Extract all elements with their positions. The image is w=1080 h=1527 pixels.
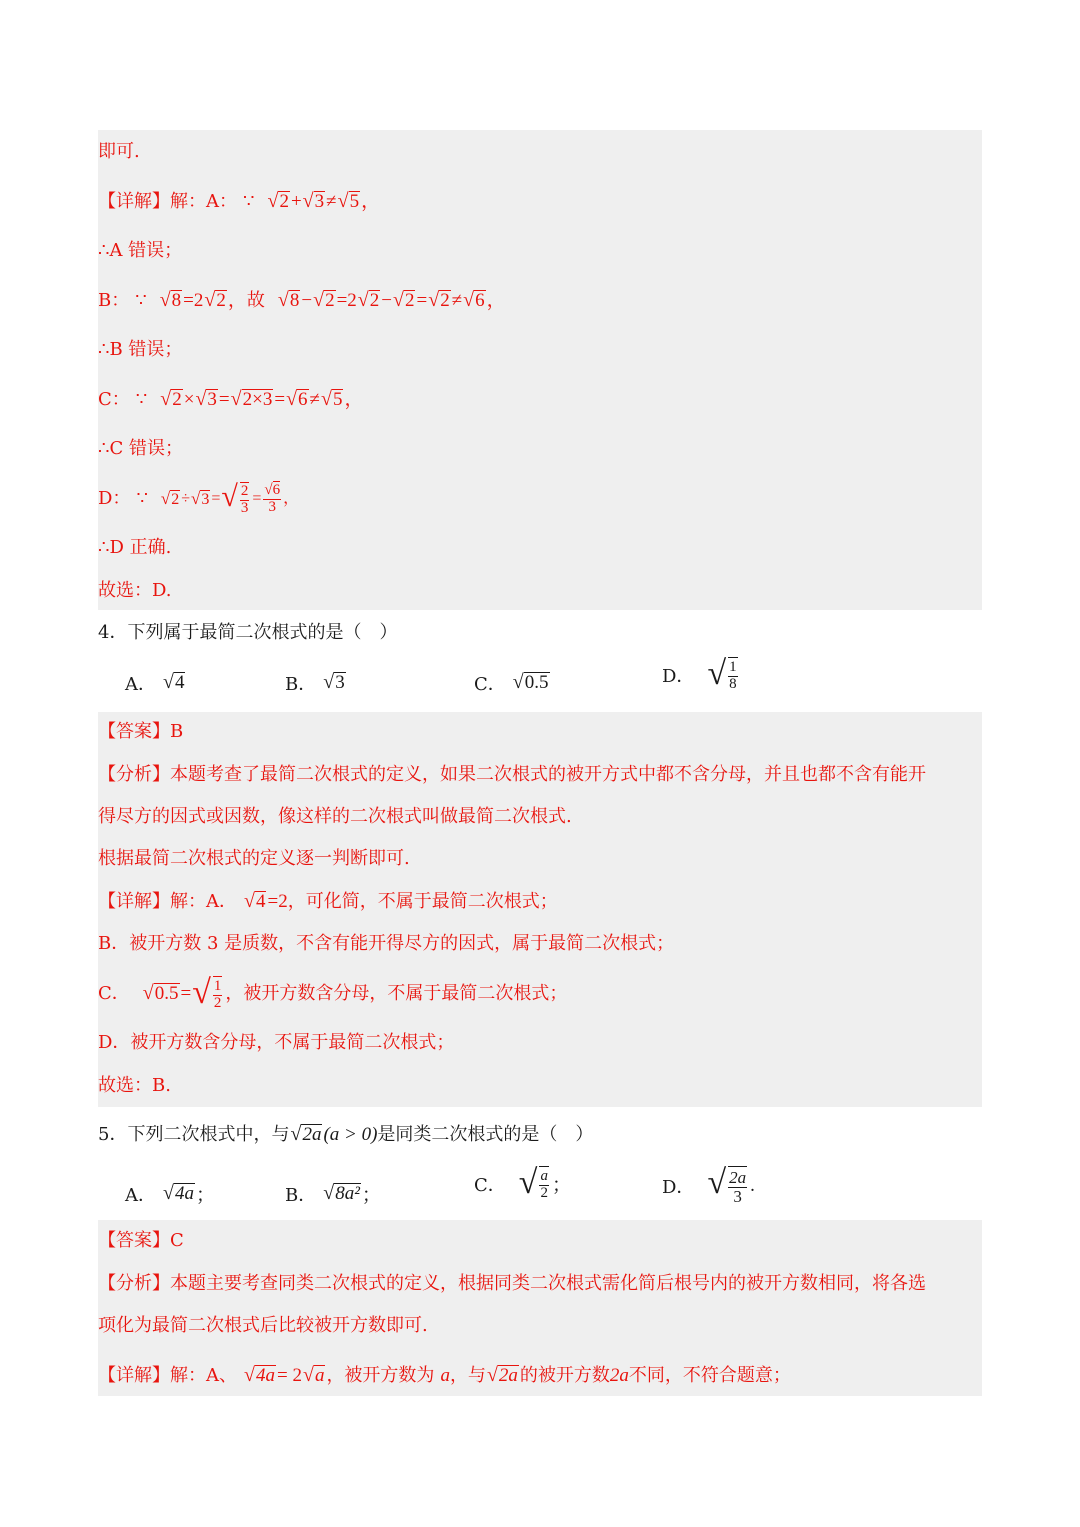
conclusion-b <box>98 338 182 362</box>
q4-detail-1: 【详解】 解：A． √ 4 =2 ，可化简，不属于最简二次根式； <box>98 890 558 913</box>
answer-tag: 【答案】 <box>98 1230 170 1251</box>
conclusion-d <box>98 536 171 560</box>
conclusion-c <box>98 437 183 461</box>
detail-d-line <box>98 480 299 518</box>
detail-intro: 解：A： <box>170 191 237 212</box>
option-label: A． <box>125 1184 156 1206</box>
analysis-text: 项化为最简二次根式后比较被开方数即可. <box>98 1315 428 1336</box>
detail-text: 不同，不符合题意； <box>628 1365 791 1386</box>
option-label: D． <box>662 665 695 687</box>
detail-tag: 【详解】 <box>98 891 170 912</box>
tail-text: 即可. <box>98 141 140 162</box>
choose-line <box>98 579 172 603</box>
analysis-text: 本题考查了最简二次根式的定义，如果二次根式的被开方式中都不含分母，并且也都不含有能开 <box>170 764 926 785</box>
option-label: B． <box>285 1184 317 1206</box>
option-label: D． <box>662 1176 695 1198</box>
q5-option-b: B． √ 8a² ； <box>285 1181 381 1206</box>
answer-value: C <box>170 1230 184 1251</box>
therefore-symbol: ∴ <box>98 438 110 459</box>
conclusion-text: D 正确. <box>109 537 172 558</box>
detail-b-line <box>98 289 506 313</box>
gu-word: 故 <box>246 290 265 311</box>
formula-c: √ 2 × √ 3 = √ 2×3 = √ 6 ≠ √ 5 ， <box>160 388 364 411</box>
therefore-symbol: ∴ <box>98 240 110 261</box>
analysis-text: 根据最简二次根式的定义逐一判断即可. <box>98 848 410 869</box>
therefore-symbol: ∴ <box>98 537 110 558</box>
q4-option-b: B． √ 3 <box>285 671 345 695</box>
formula-a: √ 2 + √ 3 ≠ √ 5 ， <box>267 190 381 213</box>
q5-detail-1: 【详解】 解：A、 √ 4a = 2 √ a ，被开方数为 a ，与 √ 2a 的被开方数 2a 不同，不符合题意； <box>98 1364 791 1387</box>
option-label: A． <box>125 674 156 695</box>
q4-answer <box>98 720 183 744</box>
because-symbol: ∵ <box>135 290 147 311</box>
option-lead: D： <box>98 488 131 509</box>
detail-text: B．被开方数 3 是质数，不含有能开得尽方的因式，属于最简二次根式； <box>98 933 675 954</box>
option-lead: C： <box>98 389 130 410</box>
q5-option-d: D． √ $\frac{2a}{3}$ . <box>662 1164 755 1206</box>
q4-analysis-2 <box>98 805 572 829</box>
q5-option-a: A． √ 4a ； <box>125 1181 215 1206</box>
stem-text: 5．下列二次根式中，与 <box>98 1124 290 1145</box>
q4-detail-4 <box>98 1031 454 1055</box>
q4-detail-2 <box>98 932 674 956</box>
detail-tag: 【详解】 <box>98 191 170 212</box>
stem-text: 是同类二次根式的是（ ） <box>377 1124 594 1145</box>
formula-d: √ 2 ÷ √ 3 = √ $\frac{2}{3}$ = $\frac{√6}{3}$ ， <box>160 479 300 516</box>
q5-stem: 5．下列二次根式中，与 √ 2a (a > 0) 是同类二次根式的是（ ） <box>98 1123 594 1146</box>
detail-text: 的被开方数 <box>519 1365 610 1386</box>
q4-analysis-3 <box>98 847 410 871</box>
because-symbol: ∵ <box>135 389 148 410</box>
detail-text: ，被开方数含分母，不属于最简二次根式； <box>225 983 568 1004</box>
because-symbol: ∵ <box>136 488 148 509</box>
q5-option-c: C． √ $\frac{a}{2}$ ； <box>474 1164 571 1201</box>
answer-value: B <box>170 721 184 742</box>
q4-option-a: A． √ 4 <box>125 671 185 695</box>
detail-lead: 解：A． <box>170 891 237 912</box>
option-lead: B： <box>98 290 130 311</box>
therefore-symbol: ∴ <box>98 339 110 360</box>
solution-tail <box>98 140 140 164</box>
analysis-text: 本题主要考查同类二次根式的定义，根据同类二次根式需化简后根号内的被开方数相同，将各选 <box>170 1273 926 1294</box>
detail-a-line <box>98 190 380 214</box>
choose-text: 故选：B. <box>98 1075 171 1096</box>
analysis-text: 得尽方的因式或因数，像这样的二次根式叫做最简二次根式. <box>98 806 572 827</box>
conclusion-a <box>98 239 182 263</box>
q4-option-d: D． √ $\frac{1}{8}$ <box>662 655 737 692</box>
detail-lead: 解：A、 <box>170 1365 237 1386</box>
detail-text: D．被开方数含分母，不属于最简二次根式； <box>98 1032 455 1053</box>
q4-detail-3: C． √ 0.5 = √ $\frac{1}{2}$ ，被开方数含分母，不属于最简二次根式； <box>98 974 568 1012</box>
q5-analysis-1 <box>98 1272 926 1296</box>
because-symbol: ∵ <box>243 191 255 212</box>
conclusion-text: A 错误； <box>109 240 183 261</box>
detail-text: ，被开方数为 <box>326 1365 435 1386</box>
q5-analysis-2 <box>98 1314 428 1338</box>
detail-lead: C． <box>98 983 130 1004</box>
option-label: C． <box>474 674 506 695</box>
conclusion-text: C 错误； <box>109 438 183 459</box>
option-label: B． <box>285 674 317 695</box>
answer-tag: 【答案】 <box>98 721 170 742</box>
conclusion-text: B 错误； <box>109 339 183 360</box>
detail-text: ，与 <box>449 1365 486 1386</box>
q5-answer <box>98 1229 184 1253</box>
q4-option-c: C． √ 0.5 <box>474 671 549 695</box>
q4-analysis-1 <box>98 763 926 787</box>
formula-b1: √ 8 =2 √ 2 ， <box>159 289 247 312</box>
detail-text: ，可化简，不属于最简二次根式； <box>287 891 558 912</box>
choose-text: 故选：D. <box>98 580 172 601</box>
analysis-tag: 【分析】 <box>98 764 170 785</box>
detail-c-line <box>98 388 363 412</box>
q4-choose <box>98 1074 171 1098</box>
formula-b2: √ 8 − √ 2 =2 √ 2 − √ 2 = √ 2 ≠ √ 6 ， <box>277 289 506 312</box>
analysis-tag: 【分析】 <box>98 1273 170 1294</box>
stem-text: 4．下列属于最简二次根式的是（ ） <box>98 622 398 643</box>
detail-tag: 【详解】 <box>98 1365 170 1386</box>
option-label: C． <box>474 1174 506 1196</box>
q4-stem <box>98 621 397 645</box>
